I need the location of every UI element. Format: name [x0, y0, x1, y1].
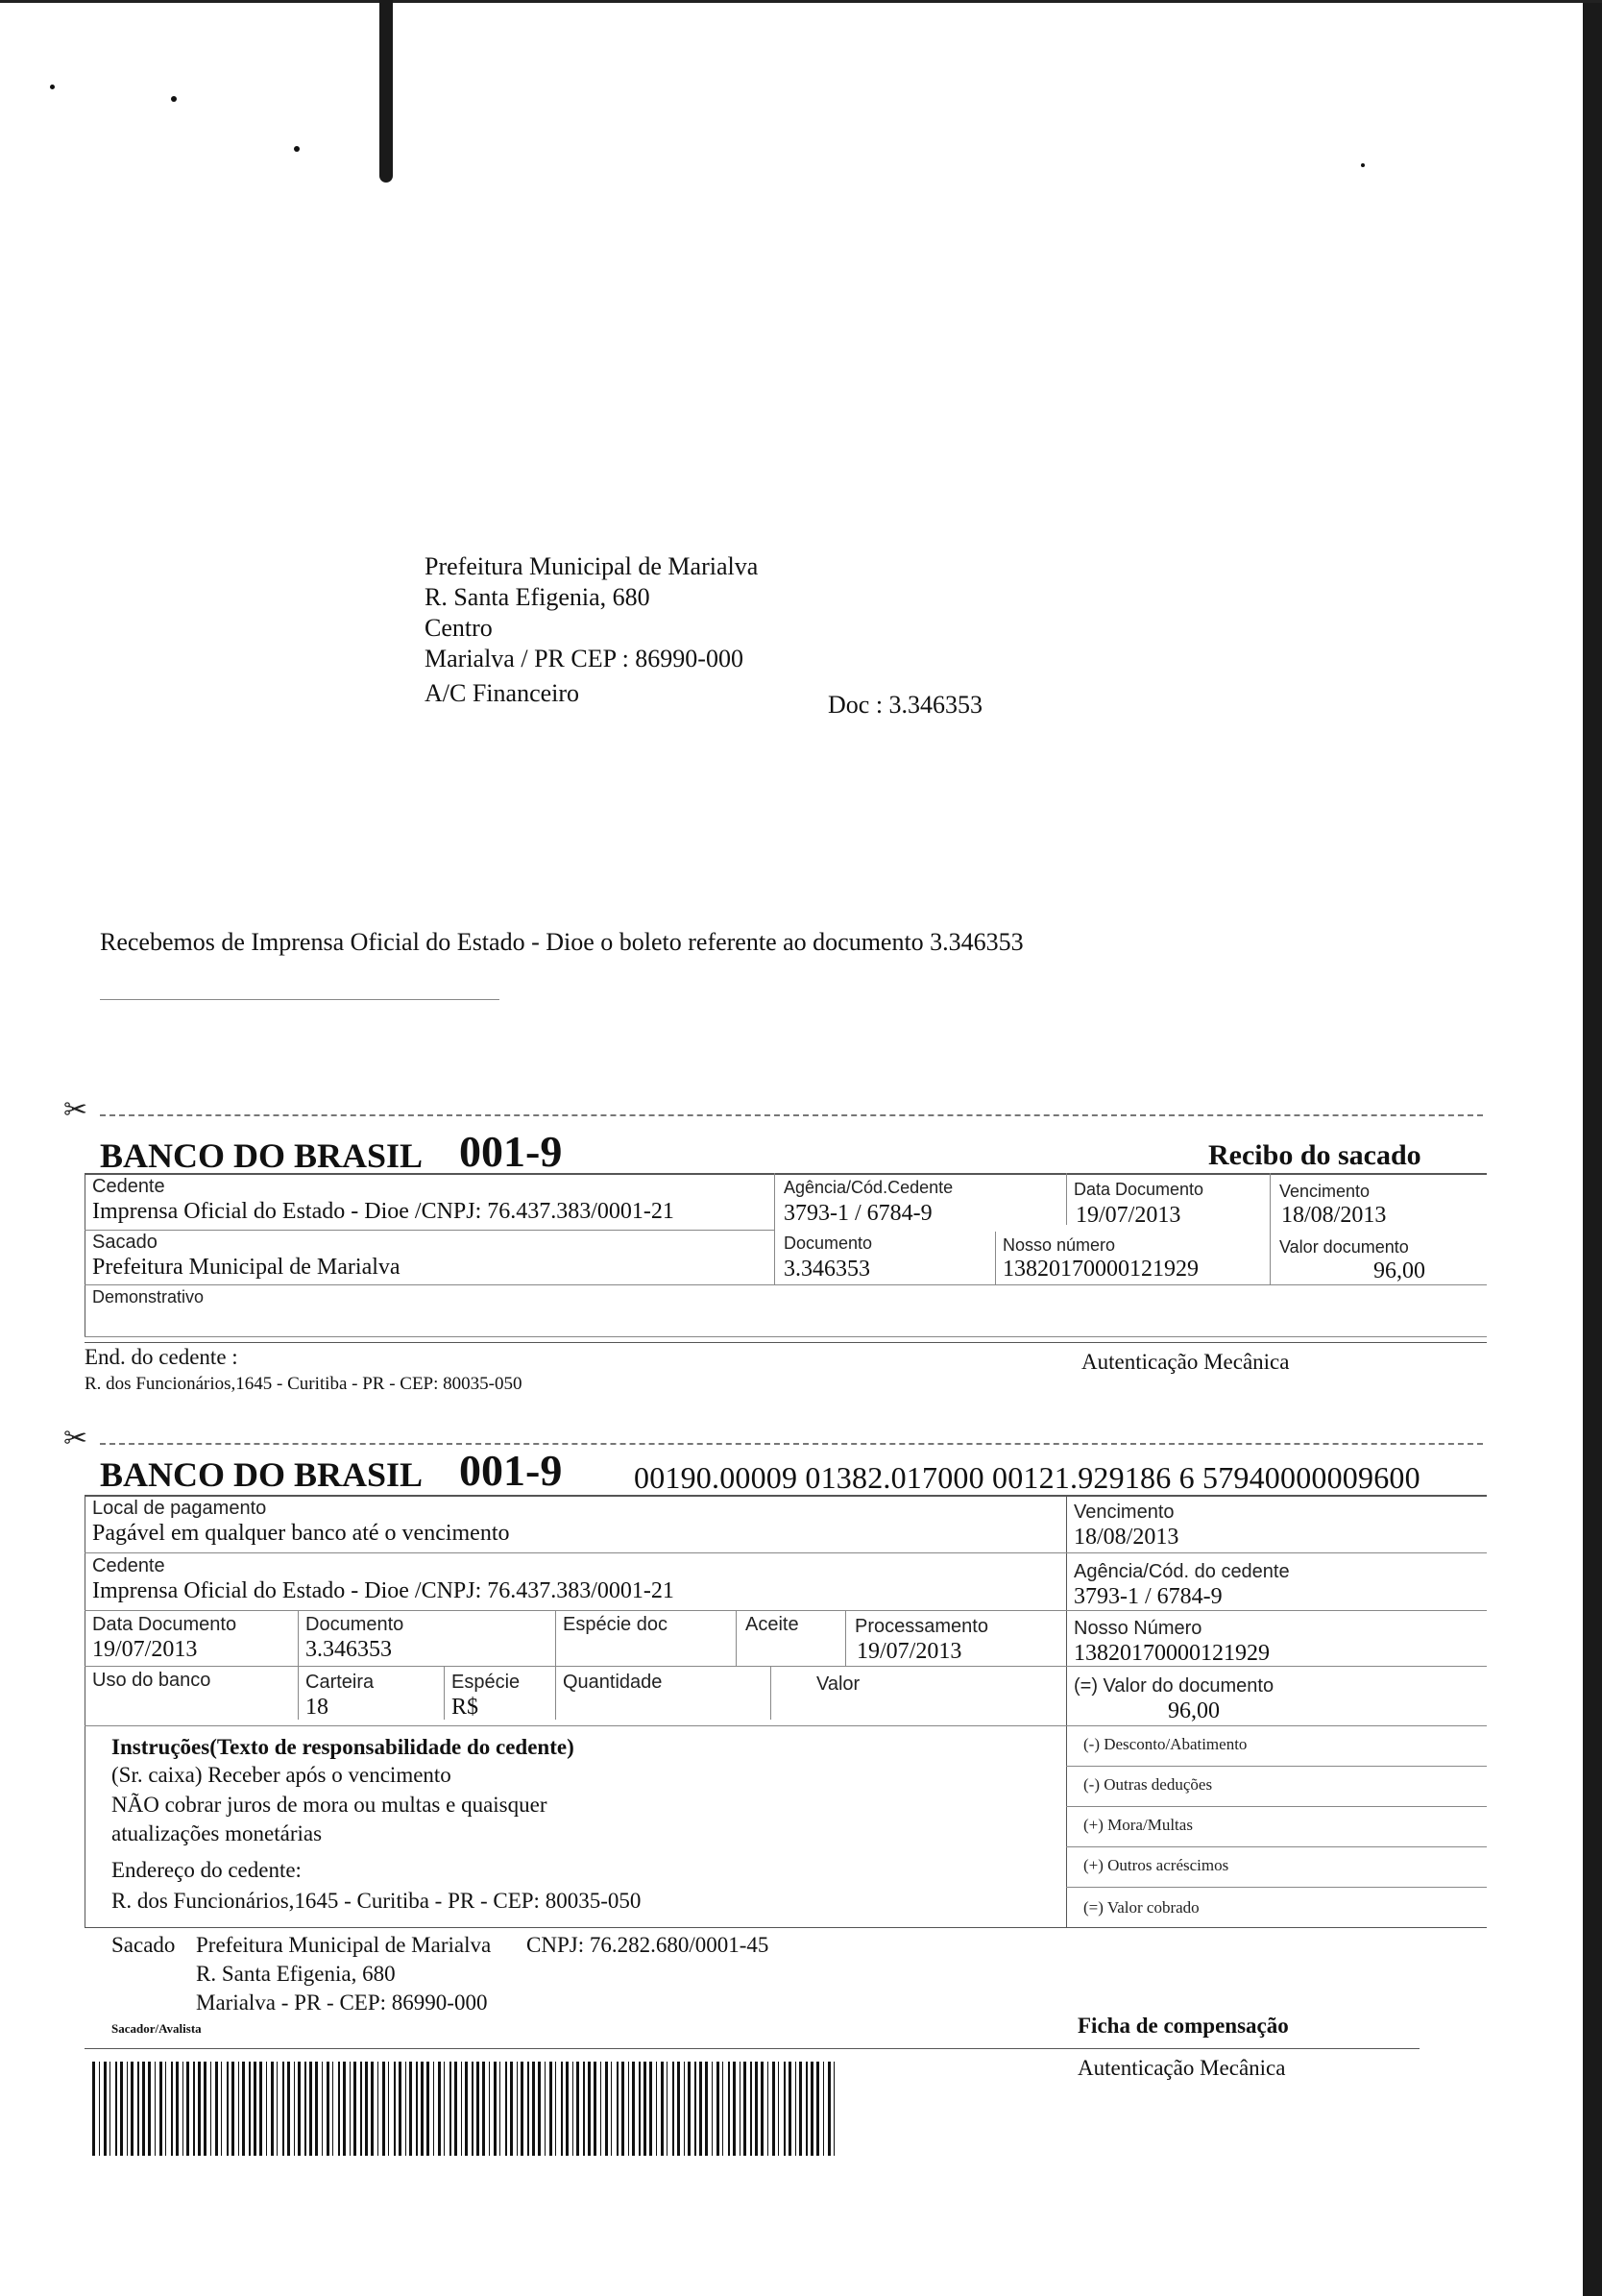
barcode-bar — [294, 2062, 295, 2156]
ficha-sacado-name: Prefeitura Municipal de Marialva — [196, 1933, 492, 1957]
ficha-carteira-value: 18 — [305, 1695, 328, 1720]
barcode-bar — [137, 2062, 139, 2156]
barcode-bar — [171, 2062, 173, 2156]
ficha-data-doc-label: Data Documento — [92, 1614, 237, 1635]
ficha-cedente-label: Cedente — [92, 1555, 165, 1576]
linha-digitavel: 00190.00009 01382.017000 00121.929186 6 57940000009600 — [634, 1460, 1420, 1495]
ficha-sacado-label: Sacado — [111, 1933, 176, 1957]
barcode-bar — [104, 2062, 107, 2156]
barcode-bar — [611, 2062, 612, 2156]
ficha-sacado-city: Marialva - PR - CEP: 86990-000 — [196, 1991, 488, 2015]
signature-line — [100, 999, 499, 1000]
address-line-city: Marialva / PR CEP : 86990-000 — [425, 645, 743, 672]
ficha-documento-value: 3.346353 — [305, 1637, 392, 1662]
barcode-bar — [784, 2062, 786, 2156]
barcode-bar — [271, 2062, 274, 2156]
barcode-bar — [277, 2062, 278, 2156]
barcode-bar — [92, 2062, 95, 2156]
ficha-bottom-border — [85, 2048, 1420, 2049]
barcode-bar — [722, 2062, 723, 2156]
barcode-bar — [799, 2062, 802, 2156]
barcode-bar — [661, 2062, 664, 2156]
barcode-bar — [677, 2062, 680, 2156]
address-line-attention: A/C Financeiro — [425, 679, 580, 707]
scan-speck — [50, 85, 55, 89]
ficha-mora-label: (+) Mora/Multas — [1083, 1816, 1193, 1834]
barcode-bar — [409, 2062, 412, 2156]
barcode-bar — [127, 2062, 128, 2156]
barcode-bar — [499, 2062, 500, 2156]
ficha-col-divider — [845, 1610, 846, 1666]
address-line-district: Centro — [425, 614, 493, 642]
recibo-agencia-value: 3793-1 / 6784-9 — [784, 1201, 933, 1226]
scan-speck — [171, 96, 177, 102]
barcode-bar — [231, 2062, 234, 2156]
ficha-cedente-value: Imprensa Oficial do Estado - Dioe /CNPJ: 76.437.383/0001-21 — [92, 1578, 674, 1603]
barcode-bar — [421, 2062, 424, 2156]
barcode-bar — [394, 2062, 396, 2156]
barcode-bar — [576, 2062, 579, 2156]
ficha-outras-deducoes-label: (-) Outras deduções — [1083, 1775, 1213, 1794]
receipt-statement: Recebemos de Imprensa Oficial do Estado - Dioe o boleto referente ao documento 3.346353 — [100, 928, 1024, 956]
ficha-data-doc-value: 19/07/2013 — [92, 1637, 198, 1662]
barcode-bar — [755, 2062, 758, 2156]
barcode-bar — [120, 2062, 123, 2156]
ficha-col-divider — [770, 1666, 771, 1720]
barcode-bar — [227, 2062, 229, 2156]
ficha-col-divider — [555, 1610, 556, 1720]
ficha-nosso-value: 13820170000121929 — [1074, 1641, 1270, 1666]
barcode-bar — [828, 2062, 831, 2156]
ficha-bank-code: 001-9 — [459, 1446, 563, 1495]
barcode-bar — [465, 2062, 468, 2156]
barcode-bar — [249, 2062, 251, 2156]
barcode-bar — [405, 2062, 406, 2156]
barcode-bar — [605, 2062, 608, 2156]
recibo-col-divider — [995, 1232, 996, 1284]
barcode-bar — [778, 2062, 779, 2156]
address-line-street: R. Santa Efigenia, 680 — [425, 583, 650, 611]
barcode-bar — [382, 2062, 385, 2156]
ficha-instr-line: atualizações monetárias — [111, 1821, 323, 1845]
ficha-col-divider — [736, 1610, 737, 1666]
barcode-bar — [527, 2062, 529, 2156]
barcode-bar — [282, 2062, 284, 2156]
ficha-endereco-value: R. dos Funcionários,1645 - Curitiba - PR - CEP: 80035-050 — [111, 1889, 642, 1913]
barcode-bar — [532, 2062, 535, 2156]
barcode-bar — [343, 2062, 346, 2156]
recibo-title: Recibo do sacado — [1208, 1139, 1421, 1171]
ficha-especie-value: R$ — [451, 1695, 479, 1720]
barcode-bar — [482, 2062, 485, 2156]
barcode-bar — [204, 2062, 206, 2156]
barcode-bar — [259, 2062, 262, 2156]
barcode-bar — [365, 2062, 368, 2156]
recibo-vencimento-label: Vencimento — [1279, 1182, 1371, 1201]
barcode-bar — [399, 2062, 401, 2156]
barcode-bar — [521, 2062, 523, 2156]
barcode-bar — [510, 2062, 513, 2156]
barcode-bar — [632, 2062, 635, 2156]
barcode-bar — [712, 2062, 713, 2156]
barcode-bar — [193, 2062, 195, 2156]
barcode-bar — [545, 2062, 546, 2156]
cut-line — [100, 1443, 1483, 1445]
recibo-nosso-label: Nosso número — [1003, 1235, 1116, 1255]
recibo-valor-doc-value: 96,00 — [1373, 1258, 1425, 1283]
barcode-bar — [656, 2062, 657, 2156]
barcode-bar — [617, 2062, 619, 2156]
barcode-bar — [182, 2062, 183, 2156]
barcode-bar — [426, 2062, 429, 2156]
barcode-bar — [733, 2062, 736, 2156]
barcode-bar — [198, 2062, 201, 2156]
recibo-bottom-border — [85, 1342, 1487, 1343]
ficha-col-divider — [298, 1610, 299, 1720]
recibo-documento-value: 3.346353 — [784, 1257, 870, 1282]
ficha-sacador-label: Sacador/Avalista — [111, 2021, 202, 2036]
ficha-valor-label: Valor — [816, 1673, 861, 1695]
ficha-desconto-label: (-) Desconto/Abatimento — [1083, 1735, 1248, 1753]
barcode-bar — [360, 2062, 362, 2156]
barcode-bar — [433, 2062, 434, 2156]
ficha-instr-line: (Sr. caixa) Receber após o vencimento — [111, 1763, 451, 1787]
barcode-bar — [148, 2062, 151, 2156]
ficha-right-divider — [1066, 1806, 1487, 1807]
ficha-processamento-label: Processamento — [855, 1616, 988, 1637]
barcode-bar — [583, 2062, 585, 2156]
ficha-sacado-street: R. Santa Efigenia, 680 — [196, 1962, 396, 1986]
barcode-bar — [186, 2062, 189, 2156]
ficha-processamento-value: 19/07/2013 — [857, 1639, 962, 1664]
barcode-bar — [834, 2062, 835, 2156]
barcode-bar — [176, 2062, 179, 2156]
barcode-bar — [672, 2062, 674, 2156]
ficha-autenticacao: Autenticação Mecânica — [1078, 2056, 1286, 2080]
recibo-row-divider — [85, 1230, 774, 1231]
barcode-bar — [694, 2062, 696, 2156]
barcode-bar — [476, 2062, 479, 2156]
recibo-data-doc-value: 19/07/2013 — [1076, 1203, 1181, 1228]
barcode-bar — [322, 2062, 323, 2156]
scan-speck — [294, 146, 300, 152]
scan-edge-right — [1583, 0, 1602, 2296]
ficha-right-column-border — [1066, 1495, 1067, 1927]
barcode-bar — [109, 2062, 110, 2156]
barcode-bar — [684, 2062, 685, 2156]
barcode-bar — [761, 2062, 764, 2156]
ficha-agencia-label: Agência/Cód. do cedente — [1074, 1561, 1290, 1582]
ficha-vencimento-value: 18/08/2013 — [1074, 1525, 1179, 1550]
barcode-bar — [327, 2062, 329, 2156]
recibo-col-divider — [1066, 1173, 1067, 1225]
barcode-bar — [155, 2062, 156, 2156]
ficha-vencimento-label: Vencimento — [1074, 1502, 1175, 1523]
barcode-bar — [716, 2062, 719, 2156]
barcode-bar — [438, 2062, 441, 2156]
barcode-bar — [494, 2062, 497, 2156]
barcode-bar — [304, 2062, 306, 2156]
ficha-endereco-label: Endereço do cedente: — [111, 1858, 302, 1882]
ficha-title: Ficha de compensação — [1078, 2014, 1289, 2038]
ficha-aceite-label: Aceite — [745, 1614, 799, 1635]
ficha-quantidade-label: Quantidade — [563, 1672, 663, 1693]
recibo-valor-doc-label: Valor documento — [1279, 1237, 1409, 1257]
barcode-bar — [811, 2062, 813, 2156]
scissors-icon: ✂ — [63, 1094, 88, 1126]
scan-speck — [1361, 163, 1365, 167]
recibo-vencimento-value: 18/08/2013 — [1281, 1203, 1387, 1228]
barcode-bar — [705, 2062, 708, 2156]
recibo-agencia-label: Agência/Cód.Cedente — [784, 1178, 954, 1197]
barcode-bar — [628, 2062, 629, 2156]
barcode-bar — [371, 2062, 374, 2156]
barcode-bar — [549, 2062, 552, 2156]
barcode-bar — [816, 2062, 819, 2156]
barcode-bar — [600, 2062, 601, 2156]
barcode-bar — [806, 2062, 808, 2156]
ficha-nosso-label: Nosso Número — [1074, 1618, 1202, 1639]
barcode-bar — [572, 2062, 573, 2156]
barcode-bar — [743, 2062, 746, 2156]
ficha-top-border — [85, 1495, 1487, 1497]
barcode-bar — [454, 2062, 457, 2156]
barcode-bar — [728, 2062, 730, 2156]
recibo-end-cedente-label: End. do cedente : — [85, 1345, 238, 1369]
ficha-instrucoes-title: Instruções(Texto de responsabilidade do cedente) — [111, 1735, 574, 1759]
recibo-col-divider — [1270, 1173, 1271, 1284]
barcode-bar — [254, 2062, 256, 2156]
barcode-bar — [561, 2062, 563, 2156]
barcode-bar — [338, 2062, 340, 2156]
barcode-bar — [688, 2062, 691, 2156]
ficha-outros-acrescimos-label: (+) Outros acréscimos — [1083, 1856, 1229, 1874]
ficha-row-divider — [85, 1552, 1487, 1553]
ficha-local-label: Local de pagamento — [92, 1498, 267, 1519]
cut-line — [100, 1114, 1483, 1116]
ficha-right-divider — [1066, 1887, 1487, 1888]
recibo-sacado-value: Prefeitura Municipal de Marialva — [92, 1255, 400, 1280]
recibo-row-divider — [85, 1336, 1487, 1337]
recibo-col-divider — [774, 1173, 775, 1284]
barcode — [92, 2062, 843, 2156]
ficha-col-divider — [444, 1666, 445, 1720]
barcode-bar — [667, 2062, 668, 2156]
barcode-bar — [238, 2062, 239, 2156]
barcode-bar — [377, 2062, 378, 2156]
scan-mark-top — [379, 0, 393, 183]
barcode-bar — [215, 2062, 218, 2156]
barcode-bar — [789, 2062, 791, 2156]
barcode-bar — [472, 2062, 473, 2156]
barcode-bar — [210, 2062, 211, 2156]
barcode-bar — [555, 2062, 556, 2156]
ficha-bank-name: BANCO DO BRASIL — [100, 1455, 424, 1494]
recibo-row-divider — [85, 1284, 1487, 1285]
barcode-bar — [750, 2062, 752, 2156]
barcode-bar — [517, 2062, 518, 2156]
ficha-valor-cobrado-label: (=) Valor cobrado — [1083, 1898, 1200, 1917]
recibo-end-cedente-value: R. dos Funcionários,1645 - Curitiba - PR - CEP: 80035-050 — [85, 1374, 522, 1394]
ficha-row-divider — [85, 1666, 1487, 1667]
barcode-bar — [489, 2062, 490, 2156]
barcode-bar — [388, 2062, 389, 2156]
barcode-bar — [266, 2062, 267, 2156]
barcode-bar — [353, 2062, 356, 2156]
bank-name: BANCO DO BRASIL — [100, 1136, 424, 1175]
barcode-bar — [772, 2062, 775, 2156]
barcode-bar — [643, 2062, 646, 2156]
barcode-bar — [115, 2062, 117, 2156]
scan-edge-top — [0, 0, 1602, 3]
barcode-bar — [795, 2062, 796, 2156]
barcode-bar — [639, 2062, 641, 2156]
ficha-instr-line: NÃO cobrar juros de mora ou multas e quaisquer — [111, 1793, 547, 1817]
barcode-bar — [767, 2062, 768, 2156]
barcode-bar — [594, 2062, 596, 2156]
barcode-bar — [142, 2062, 145, 2156]
ficha-valor-doc-value: 96,00 — [1168, 1698, 1220, 1723]
ficha-uso-banco-label: Uso do banco — [92, 1670, 211, 1691]
barcode-bar — [165, 2062, 166, 2156]
ficha-valor-doc-label: (=) Valor do documento — [1074, 1675, 1274, 1697]
recibo-data-doc-label: Data Documento — [1074, 1180, 1204, 1199]
ficha-documento-label: Documento — [305, 1614, 404, 1635]
barcode-bar — [588, 2062, 591, 2156]
recibo-demonstrativo-label: Demonstrativo — [92, 1287, 205, 1307]
ficha-agencia-value: 3793-1 / 6784-9 — [1074, 1584, 1223, 1609]
ficha-especie-label: Espécie — [451, 1672, 521, 1693]
ficha-right-divider — [1066, 1846, 1487, 1847]
ficha-instr-bottom-border — [85, 1927, 1487, 1928]
doc-number: Doc : 3.346353 — [828, 691, 983, 719]
barcode-bar — [538, 2062, 541, 2156]
barcode-bar — [444, 2062, 445, 2156]
ficha-row-divider — [85, 1725, 1487, 1726]
barcode-bar — [298, 2062, 301, 2156]
barcode-bar — [332, 2062, 333, 2156]
ficha-carteira-label: Carteira — [305, 1672, 375, 1693]
ficha-especie-doc-label: Espécie doc — [563, 1614, 668, 1635]
recibo-cedente-label: Cedente — [92, 1176, 165, 1197]
recibo-top-border — [85, 1173, 1487, 1175]
ficha-local-value: Pagável em qualquer banco até o vencimento — [92, 1521, 510, 1546]
barcode-bar — [823, 2062, 824, 2156]
barcode-bar — [242, 2062, 245, 2156]
recibo-autenticacao: Autenticação Mecânica — [1081, 1350, 1290, 1374]
barcode-bar — [131, 2062, 134, 2156]
barcode-bar — [315, 2062, 318, 2156]
recibo-cedente-value: Imprensa Oficial do Estado - Dioe /CNPJ: 76.437.383/0001-21 — [92, 1199, 674, 1224]
barcode-bar — [416, 2062, 418, 2156]
barcode-bar — [309, 2062, 312, 2156]
scissors-icon: ✂ — [63, 1423, 88, 1454]
ficha-row-divider — [85, 1610, 1487, 1611]
barcode-bar — [449, 2062, 451, 2156]
address-line-name: Prefeitura Municipal de Marialva — [425, 552, 759, 580]
recibo-sacado-label: Sacado — [92, 1232, 158, 1253]
barcode-bar — [699, 2062, 702, 2156]
barcode-bar — [461, 2062, 462, 2156]
recipient-address — [425, 551, 758, 709]
barcode-bar — [505, 2062, 507, 2156]
recibo-nosso-value: 13820170000121929 — [1003, 1257, 1199, 1282]
barcode-bar — [621, 2062, 624, 2156]
barcode-bar — [566, 2062, 569, 2156]
barcode-bar — [350, 2062, 351, 2156]
barcode-bar — [159, 2062, 162, 2156]
barcode-bar — [287, 2062, 290, 2156]
barcode-bar — [221, 2062, 222, 2156]
ficha-sacado-cnpj: CNPJ: 76.282.680/0001-45 — [526, 1933, 769, 1957]
barcode-bar — [649, 2062, 652, 2156]
recibo-documento-label: Documento — [784, 1233, 873, 1253]
barcode-bar — [99, 2062, 100, 2156]
ficha-right-divider — [1066, 1766, 1487, 1767]
bank-code: 001-9 — [459, 1127, 563, 1176]
